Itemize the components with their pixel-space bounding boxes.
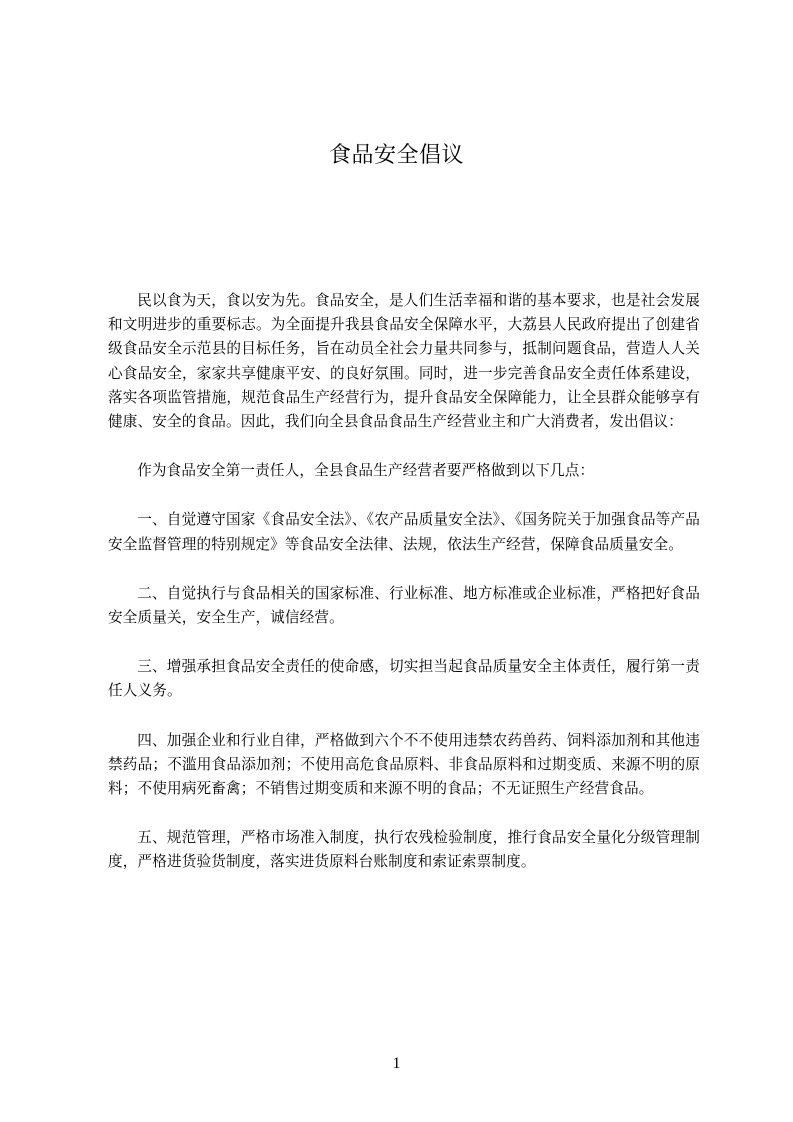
paragraph-item-3: 三、增强承担食品安全责任的使命感，切实担当起食品质量安全主体责任，履行第一责任人义务。 (108, 658, 700, 700)
paragraph-item-4: 四、加强企业和行业自律，严格做到六个不不使用违禁农药兽药、饲料添加剂和其他违禁药品；不滥用食品添加剂；不使用高危食品原料、非食品原料和过期变质、来源不明的原料；不使用病死畜禽；不销售过期变质和来源不明的食品；不无证照生产经营食品。 (108, 731, 700, 798)
paragraph-intro: 民以食为天，食以安为先。食品安全，是人们生活幸福和谐的基本要求，也是社会发展和文明进步的重要标志。为全面提升我县食品安全保障水平，大荔县人民政府提出了创建省级食品安全示范县的目标任务，旨在动员全社会力量共同参与，抵制问题食品，营造人人关心食品安全，家家共享健康平安、的良好氛围。同时，进一步完善食品安全责任体系建设，落实各项监管措施，规范食品生产经营行为，提升食品安全保障能力，让全县群众能够享有健康、安全的食品。因此，我们向全县食品食品生产经营业主和广大消费者，发出倡议： (108, 292, 700, 431)
paragraph-responsibility: 作为食品安全第一责任人，全县食品生产经营者要严格做到以下几点： (137, 462, 595, 480)
paragraph-item-5: 五、规范管理，严格市场准入制度，执行农残检验制度，推行食品安全量化分级管理制度，严格进货验货制度，落实进货原料台账制度和索证索票制度。 (108, 829, 700, 871)
document-title: 食品安全倡议 (328, 143, 464, 168)
paragraph-item-1: 一、自觉遵守国家《食品安全法》、《农产品质量安全法》、《国务院关于加强食品等产品安全监督管理的特别规定》等食品安全法律、法规，依法生产经营，保障食品质量安全。 (108, 511, 700, 553)
paragraph-item-2: 二、自觉执行与食品相关的国家标准、行业标准、地方标准或企业标准，严格把好食品安全质量关，安全生产，诚信经营。 (108, 584, 700, 627)
page-number: 1 (392, 1055, 401, 1072)
document-body (108, 289, 700, 875)
